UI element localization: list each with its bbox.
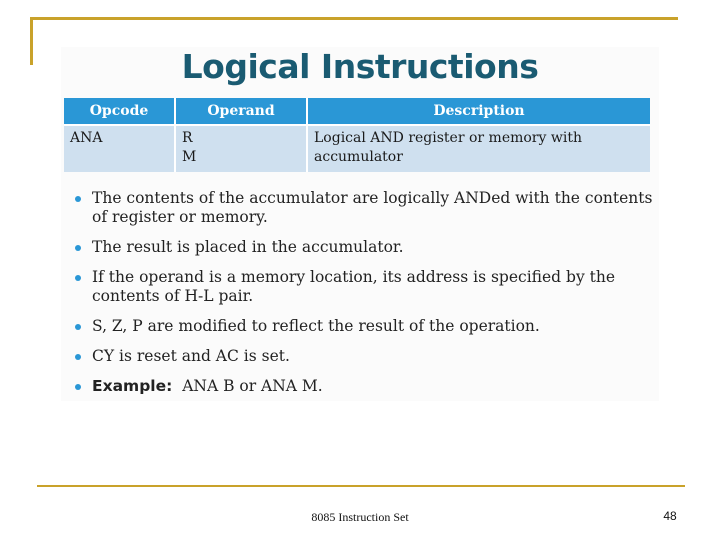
- bullet-dot-icon: [75, 245, 81, 251]
- list-item: [73, 347, 653, 366]
- bullet-dot-icon: [75, 354, 81, 360]
- cell-operand: [175, 125, 307, 172]
- slide-content-image: [61, 47, 659, 401]
- bullet-dot-icon: [75, 196, 81, 202]
- frame-left-line: [30, 17, 33, 65]
- list-item-example: [73, 377, 653, 396]
- header-description: Description: [307, 98, 650, 125]
- table-row: [64, 125, 650, 172]
- description-line-1: Logical AND register or memory with: [314, 130, 582, 146]
- frame-top-line: [30, 17, 678, 20]
- bullet-text: The contents of the accumulator are logically ANDed with the contents of register or memory.: [92, 189, 653, 226]
- cell-description: [307, 125, 650, 172]
- bullet-text: If the operand is a memory location, its address is specified by the contents of H-L pair.: [92, 268, 616, 305]
- page-number: 48: [663, 509, 677, 523]
- table-header-row: [64, 98, 650, 125]
- bullet-dot-icon: [75, 324, 81, 330]
- example-label: Example:: [92, 377, 173, 395]
- example-text: ANA B or ANA M.: [182, 377, 323, 395]
- bullet-text: S, Z, P are modified to reflect the result of the operation.: [92, 317, 540, 335]
- frame-bottom-line: [37, 485, 685, 487]
- list-item: [73, 189, 653, 227]
- operand-register: R: [182, 130, 193, 146]
- bullet-dot-icon: [75, 275, 81, 281]
- operand-memory: M: [182, 149, 197, 165]
- footer-title: 8085 Instruction Set: [311, 510, 409, 524]
- list-item: [73, 317, 653, 336]
- header-opcode: Opcode: [64, 98, 175, 125]
- bullet-text: CY is reset and AC is set.: [92, 347, 290, 365]
- instruction-table: [64, 98, 650, 172]
- header-operand: Operand: [175, 98, 307, 125]
- list-item: [73, 238, 653, 257]
- slide-title: Logical Instructions: [181, 47, 539, 86]
- bullet-list: [73, 189, 653, 407]
- cell-opcode: ANA: [64, 125, 175, 172]
- bullet-dot-icon: [75, 384, 81, 390]
- description-line-2: accumulator: [314, 149, 403, 165]
- bullet-text: The result is placed in the accumulator.: [92, 238, 404, 256]
- list-item: [73, 268, 653, 306]
